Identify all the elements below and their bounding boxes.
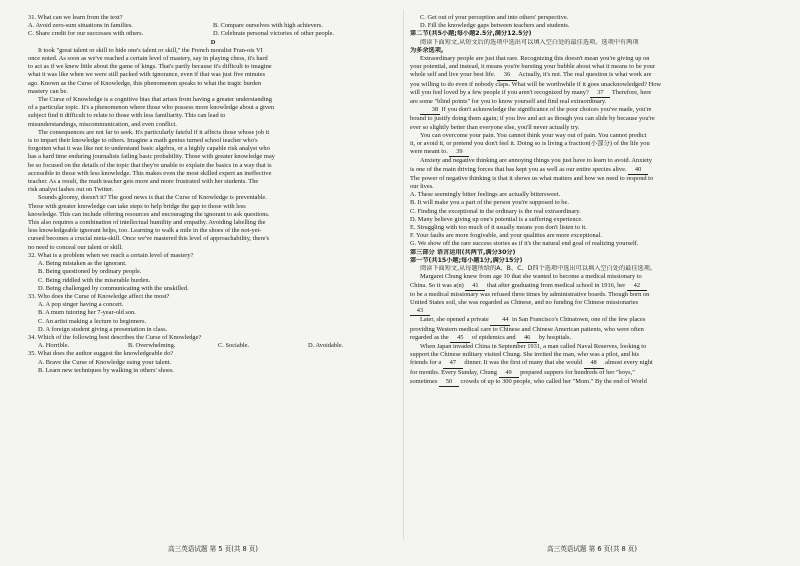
q34-option-b: B. Overwhelming. — [128, 342, 176, 350]
text-line: Sounds gloomy, doesn't it? The good news is that the Curse of Knowledge is preventable. — [38, 194, 267, 202]
q34-option-d: D. Avoidable. — [308, 342, 344, 350]
q33-option-d: D. A foreign student giving a presentation in class. — [38, 325, 168, 333]
text-line: United States soil, she was regarded as Chinese, and no funding for Chinese missionaries — [410, 298, 639, 306]
text-line: is one of the main driving forces that has kept you as well as our entire species alive. 40 — [410, 166, 774, 175]
text-line: misunderstandings, miscommunication, and even conflict. — [28, 120, 177, 128]
blank-38: 38 — [420, 106, 440, 115]
page-divider — [403, 10, 404, 540]
text-line: subject find it difficult to relate to those with less familiarity. This can lead to — [28, 112, 226, 120]
left-page — [28, 14, 398, 539]
text-line: ever so slightly better than everyone else, you'll never actually try. — [410, 123, 580, 131]
text-line: of a particular topic. It's a phenomenon where those who possess more knowledge about a given — [28, 104, 275, 112]
q32-stem: 32. What is a problem when we reach a certain level of mastery? — [28, 251, 194, 259]
q31-option-b: B. Compare ourselves with high achievers. — [213, 22, 323, 30]
right-page-footer: 高三英语试题 第 6 页(共 8 页) — [547, 545, 637, 553]
section2-instruction-cont: 为多余选项。 — [410, 46, 448, 54]
text-line: are some "blind points" for you to know yourself and find real extraordinary. — [410, 98, 607, 106]
text-line: be so focused on the details of the topic that they're unable to explain the basics in a way that is — [28, 161, 272, 169]
text-line: support the Chinese military visited Chung. She invited the man, who was a pilot, and his — [410, 351, 639, 359]
text-line: our lives. — [410, 183, 434, 191]
text-line: bound to justify doing them again; if you live and act as though you can slide by because you're — [410, 115, 655, 123]
q35-option-a: A. Brave the Curse of Knowledge using your talent. — [38, 358, 172, 366]
passage-d-paragraph-4 — [28, 194, 398, 251]
q31-stem: 31. What can we learn from the text? — [28, 14, 123, 21]
q32-option-b: B. Being questioned by ordinary people. — [38, 268, 142, 276]
text-line: to act as if we knew little about the game of kings. That's partly because it's difficult to imagine — [28, 63, 272, 71]
cloze-paragraph-2 — [410, 316, 774, 343]
q35-option-b: B. Learn new techniques by walking in others' shoes. — [38, 366, 175, 374]
text-line: it, or avoid it, or pretend you don't feel it. Doing so is living a fraction(小部分) of the life you — [410, 140, 650, 148]
s2-option-a: A. These seemingly bitter feelings are actually bittersweet. — [410, 191, 561, 199]
text-line: once noted. As soon as we've reached a certain level of mastery, say in playing chess, it's hard — [28, 55, 268, 63]
text-line: you willing to do even if nobody claps. What will be worthwhile if it goes unacknowledged? How — [410, 80, 662, 88]
blank-49: 49 — [499, 369, 519, 378]
text-line: Later, she opened a private 44 in San Francisco's Chinatown, one of the few places — [410, 316, 774, 325]
text-line: your potential, and instead, it means you're bursting your bubble about what it means to be your — [410, 63, 656, 71]
s2-option-b: B. It will make you a part of the person you're supposed to be. — [410, 199, 569, 207]
text-line: When Japan invaded China in September 1931, a man called Naval Reserves, looking to — [420, 342, 647, 350]
text-line: for months. Every Sunday, Chung 49 prepared suppers for hundreds of her "boys," — [410, 369, 774, 378]
text-line: sometimes 50 crowds of up to 300 people, who called her "Mom." By the end of World — [410, 378, 774, 387]
q31-options-row1 — [28, 22, 398, 30]
text-line: regarded as the 45 of epidemics and 46 by hospitals. — [410, 334, 774, 343]
text-line: 38 If you don't acknowledge the significance of the poor choices you've made, you're — [410, 106, 774, 115]
q35-option-c: C. Get out of your perception and into others' perspective. — [420, 14, 569, 21]
sec1-instruction: 阅读下面短文,从每题所给的A、B、C、D四个选项中选出可以填入空白处的最佳选项。 — [420, 265, 657, 273]
text-line: cursed becomes a crucial meta-skill. Once we've mastered this level of approachability, there's — [28, 235, 270, 243]
text-line: Extraordinary people are just that rare. Recognizing this doesn't mean you're giving up on — [420, 55, 650, 63]
text-line: accessible to those with less knowledge. This makes even the most skilled expert an ineffective — [28, 169, 272, 177]
s2-option-g: G. We show off the rare success stories as if it's the natural end goal of realizing yourself. — [410, 240, 639, 248]
blank-43: 43 — [410, 307, 430, 316]
text-line: knowledge. This can include offering resources and encouraging the ignorant to ask questions. — [28, 210, 270, 218]
right-page — [410, 14, 774, 539]
q35-option-d: D. Fill the knowledge gaps between teachers and students. — [420, 22, 570, 30]
text-line: This also requires a combination of intellectual humility and empathy. Avoiding labelling the — [28, 219, 266, 227]
left-page-footer: 高三英语试题 第 5 页(共 8 页) — [168, 545, 258, 553]
text-line: You can overcome your pain. You cannot think your way out of pain. You cannot predict — [420, 131, 647, 139]
passage-d-paragraph-2 — [28, 96, 398, 129]
q32-option-a: A. Being mistaken as the ignorant. — [38, 260, 127, 268]
q31-option-c: C. Share credit for our successes with others. — [28, 30, 144, 38]
text-line: The power of negative thinking is that it shows us what matters and how we need to respond to — [410, 174, 654, 182]
s2-option-list — [410, 191, 774, 248]
text-line: were meant to. 39 — [410, 148, 774, 157]
s2-option-c: C. Finding the exceptional in the ordinary is the real extraordinary. — [410, 207, 581, 215]
cloze-paragraph-3 — [410, 343, 774, 387]
text-line — [410, 307, 774, 316]
text-line: whole self and live your best life. 36 Actually, it's not. The real question is what work are — [410, 71, 774, 80]
s2-paragraph-1 — [410, 55, 774, 106]
q31-option-a: A. Avoid zero-sum situations in families. — [28, 22, 133, 30]
q34-option-c: C. Sociable. — [218, 342, 250, 350]
q35-stem: 35. What does the author suggest the knowledgeable do? — [28, 350, 174, 358]
cloze-paragraph-1 — [410, 273, 774, 316]
blank-47: 47 — [443, 359, 463, 368]
s2-option-d: D. Many believe giving up one's potential is a suffering experience. — [410, 215, 583, 223]
q31-option-d: D. Celebrate personal victories of other people. — [213, 30, 335, 38]
s2-option-e: E. Struggling with too much of it usually means you don't listen to it. — [410, 224, 587, 232]
s2-paragraph-3 — [410, 132, 774, 158]
text-line: The Curse of Knowledge is a cognitive bias that arises from having a greater understanding — [38, 96, 272, 104]
blank-48: 48 — [584, 359, 604, 368]
q31-options-row2 — [28, 30, 398, 38]
blank-46: 46 — [517, 334, 537, 343]
text-line: Anxiety and negative thinking are annoying things you just have to learn to avoid. Anxiety — [420, 157, 652, 165]
text-line: to be a medical missionary was refused three times by administrative boards. Though born on — [410, 290, 650, 298]
s2-option-f: F. Your faults are more forgivable, and your qualities are more exceptional. — [410, 232, 602, 240]
text-line: is to impart their knowledge to others. Imagine a math genius turned school teacher who's — [28, 137, 258, 145]
blank-44: 44 — [490, 316, 510, 325]
text-line: China. So it was a(n) 41 that after graduating from medical school in 1916, her 42 — [410, 282, 774, 291]
text-line: It took "great talent or skill to hide one's talent or skill," the French moralist Fran-ois VI — [38, 46, 263, 54]
q33-option-b: B. A mum tutoring her 7-year-old son. — [38, 309, 136, 317]
passage-d-paragraph-1 — [28, 47, 398, 96]
q33-option-c: C. An artist making a lecture to beginners. — [38, 317, 147, 325]
q34-option-a: A. Horrible. — [38, 342, 70, 350]
blank-40: 40 — [628, 166, 648, 175]
blank-42: 42 — [627, 282, 647, 291]
passage-label: D — [210, 38, 216, 46]
text-line: Margaret Chung knew from age 10 that she wanted to become a medical missionary to — [420, 273, 642, 281]
text-line: The consequences are not far to seek. It's particularly fateful if it affects those whose job it — [38, 128, 270, 136]
blank-39: 39 — [449, 148, 469, 157]
q33-stem: 33. Who does the Curse of Knowledge affect the most? — [28, 292, 170, 300]
sec1-title: 第一节(共15小题;每小题1分,满分15分) — [410, 256, 523, 264]
text-line: friends for a 47 dinner. It was the first of many that she would 48 almost every night — [410, 359, 774, 368]
q33-option-a: A. A pop singer having a concert. — [38, 301, 124, 309]
blank-41: 41 — [465, 282, 485, 291]
blank-37: 37 — [590, 89, 610, 98]
s2-paragraph-4 — [410, 157, 774, 191]
part3-title: 第三部分 语言运用(共两节,满分30分) — [410, 248, 516, 256]
q32-option-c: C. Being riddled with the miserable burden. — [38, 276, 151, 284]
passage-d-paragraph-3 — [28, 129, 398, 195]
blank-50: 50 — [439, 378, 459, 387]
text-line: no need to conceal our talent or skill. — [28, 243, 123, 251]
text-line: teacher. As a result, the math teacher gets more and more frustrated with her students. The — [28, 178, 259, 186]
blank-45: 45 — [450, 334, 470, 343]
section2-instruction: 阅读下面短文,从短文后的选项中选出可以填入空白处的最佳选项。选项中有两项 — [420, 38, 639, 46]
text-line: less knowledgeable ignorant helps, too. Learning to walk a mile in the shoes of the not-yet- — [28, 227, 262, 235]
text-line: forgotten what it was like not to understand basic algebra, or a highly capable risk analyst who — [28, 145, 270, 153]
text-line: mastery can be. — [28, 87, 68, 95]
text-line: providing Western medical care to Chinese and Chinese American patients, who were often — [410, 325, 644, 333]
q34-options — [28, 342, 398, 350]
blank-36: 36 — [497, 71, 517, 80]
text-line: will you feel loved by a few people if you aren't recognized by many? 37 Therefore, here — [410, 89, 774, 98]
text-line: what it was like when we were still packed with ignorance, even if that was just five minutes — [28, 71, 266, 79]
text-line: risk analyst lashes out on Twitter. — [28, 186, 114, 194]
text-line: Those with greater knowledge can take steps to help bridge the gap to those with less — [28, 202, 246, 210]
section2-title: 第二节(共5小题;每小题2.5分,满分12.5分) — [410, 30, 532, 38]
q34-stem: 34. Which of the following best describes the Curse of Knowledge? — [28, 333, 202, 341]
q32-option-d: D. Being challenged by communicating with the unskilled. — [38, 284, 189, 292]
text-line: has a hard time enduring journalists failing basic probability. Those with greater knowledge may — [28, 153, 275, 161]
s2-paragraph-2 — [410, 106, 774, 132]
text-line: ago. Known as the Curse of Knowledge, this phenomenon speaks to what the tragic burden — [28, 79, 262, 87]
